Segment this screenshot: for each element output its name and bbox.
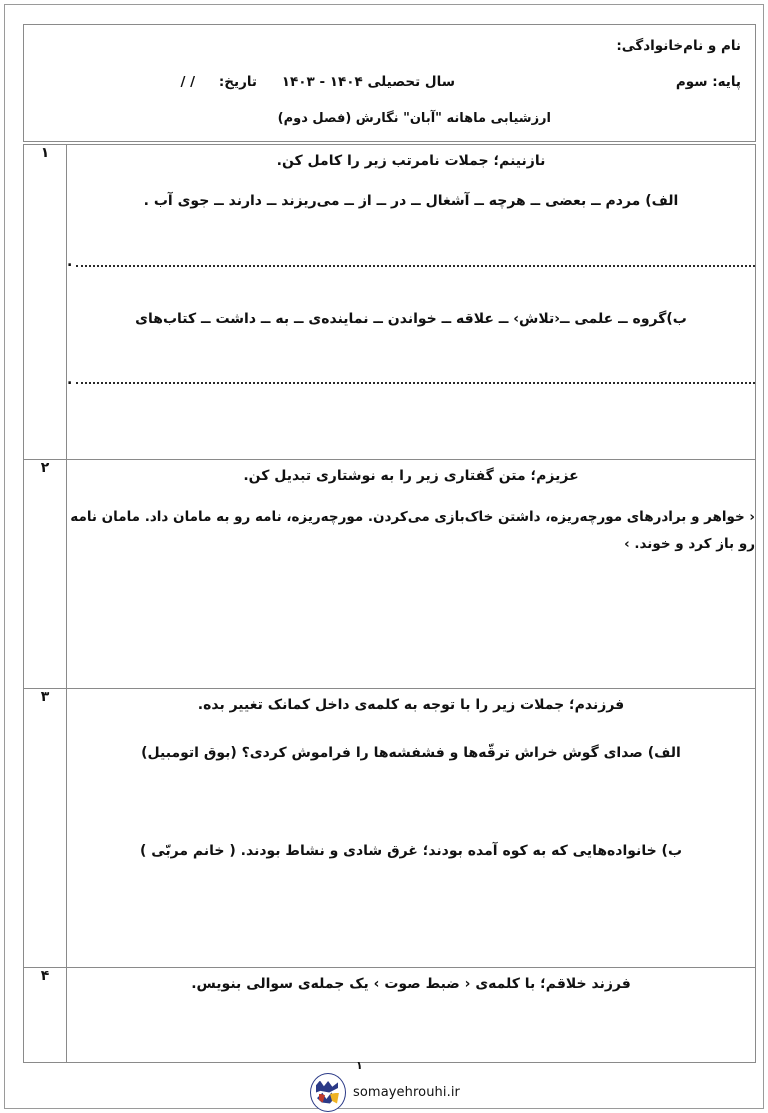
table-row: [24, 968, 756, 1063]
answer-dotted-line[interactable]: [76, 255, 755, 267]
exam-title: ارزشیابی ماهانه "آبان" نگارش (فصل دوم): [277, 110, 551, 126]
question-3-body: [67, 689, 756, 968]
answer-line-period: .: [67, 372, 73, 389]
question-4-body: [67, 968, 756, 1063]
header-info-box: [23, 24, 756, 142]
question-4-prompt: فرزند خلاقم؛ با کلمه‌ی ‹ ضبط صوت › یک جمله‌ی سوالی بنویس.: [191, 976, 631, 992]
date-label: تاریخ:: [218, 74, 257, 90]
site-url-text[interactable]: somayehrouhi.ir: [353, 1084, 460, 1100]
question-1-answer-line-b[interactable]: [67, 372, 755, 389]
header-row-name: [24, 33, 755, 59]
question-1-part-a: الف) مردم ــ بعضی ــ هرچه ــ آشغال ــ در ــ از ــ می‌ریزند ــ دارند ــ جوی آب .: [143, 192, 679, 209]
page-frame: [4, 4, 764, 1109]
logo-accent-yellow: [330, 1093, 339, 1104]
question-2-passage-line-2: رو باز کرد و خوند. ›: [624, 535, 755, 552]
page-footer: [5, 1058, 765, 1113]
student-name-label: نام و نام‌خانوادگی:: [616, 38, 741, 54]
page-number: ۱: [356, 1058, 363, 1072]
question-3-part-a: الف) صدای گوش خراش ترقّه‌ها و فشفشه‌ها را فراموش کردی؟ (بوق اتومبیل): [141, 744, 681, 761]
answer-dotted-line[interactable]: [76, 372, 755, 384]
question-3-prompt: فرزندم؛ جملات زیر را با توجه به کلمه‌ی داخل کمانک تغییر بده.: [197, 697, 625, 713]
question-2-body: [67, 460, 756, 689]
question-4-number: ۴: [24, 968, 67, 1063]
question-2-passage-line-1: ‹ خواهر و برادرهای مورچه‌ریزه، داشتن خاک‌بازی می‌کردن. مورچه‌ریزه، نامه رو به مامان داد. مامان نامه: [70, 508, 755, 525]
table-row: [24, 145, 756, 460]
question-3-number: ۳: [24, 689, 67, 968]
questions-table: [23, 144, 756, 1063]
somayehrouhi-logo-icon: [310, 1073, 346, 1112]
question-1-number: ۱: [24, 145, 67, 460]
question-1-part-b: ب)گروه ــ علمی ــ‹تلاش› ــ علاقه ــ خواندن ــ نماینده‌ی ــ به ــ داشت ــ کتاب‌های: [135, 310, 687, 327]
answer-line-period: .: [67, 254, 73, 271]
table-row: [24, 460, 756, 689]
question-1-body: [67, 145, 756, 460]
question-1-prompt: نازنینم؛ جملات نامرتب زیر را کامل کن.: [276, 153, 546, 169]
date-value-field[interactable]: / /: [180, 74, 195, 90]
grade-label: پایه: سوم: [675, 74, 741, 90]
table-row: [24, 689, 756, 968]
header-row-grade-year-date: [24, 69, 755, 95]
question-3-part-b: ب) خانواده‌هایی که به کوه آمده بودند؛ غرق شادی و نشاط بودند. ( خانم مربّی ): [139, 842, 683, 859]
question-2-prompt: عزیزم؛ متن گفتاری زیر را به نوشتاری تبدیل کن.: [243, 468, 579, 484]
question-1-answer-line-a[interactable]: [67, 254, 755, 271]
question-2-number: ۲: [24, 460, 67, 689]
header-row-title: [24, 105, 755, 131]
school-year-label: سال تحصیلی ۱۴۰۴ - ۱۴۰۳: [281, 74, 455, 90]
logo-stroke-blue: [316, 1081, 338, 1093]
footer-branding: [310, 1058, 460, 1112]
